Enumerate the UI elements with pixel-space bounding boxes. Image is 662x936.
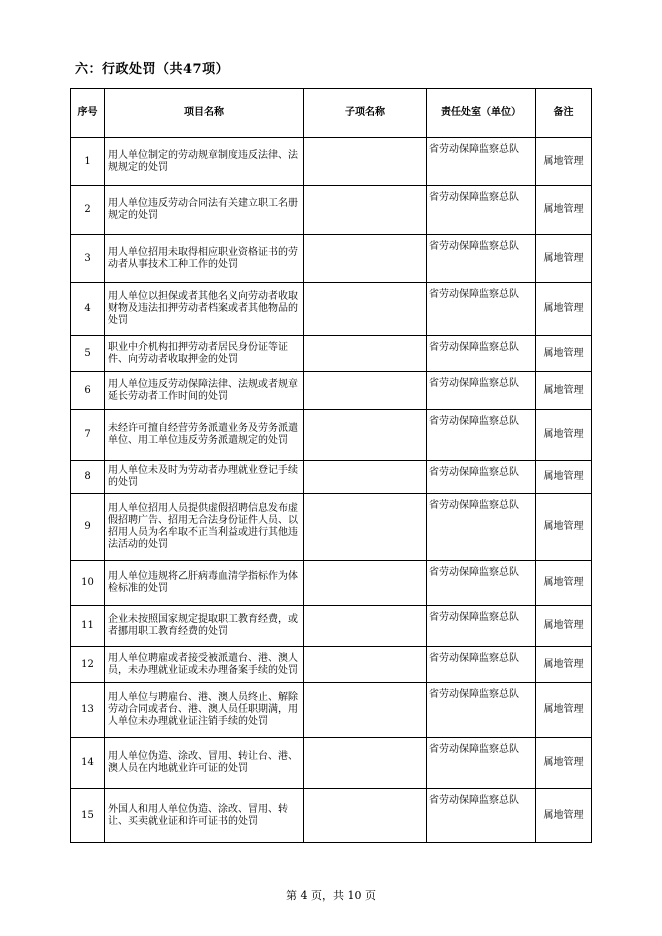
- row-note: 属地管理: [536, 494, 592, 561]
- row-sub: [304, 336, 427, 372]
- table-header-row: [71, 89, 592, 138]
- row-sub: [304, 606, 427, 647]
- row-name: 企业未按照国家规定提取职工教育经费，或者挪用职工教育经费的处罚: [105, 606, 304, 647]
- row-name: 用人单位以担保或者其他名义向劳动者收取财物及违法扣押劳动者档案或者其他物品的处罚: [105, 283, 304, 336]
- row-sub: [304, 738, 427, 789]
- row-dept: 省劳动保障监察总队: [427, 561, 536, 606]
- row-num: 3: [71, 235, 105, 283]
- row-num: 8: [71, 461, 105, 494]
- table-row: [71, 494, 592, 561]
- row-num: 6: [71, 372, 105, 410]
- row-note: 属地管理: [536, 461, 592, 494]
- row-note: 属地管理: [536, 606, 592, 647]
- header-dept: 责任处室（单位）: [427, 89, 536, 138]
- row-note: 属地管理: [536, 138, 592, 186]
- row-note: 属地管理: [536, 410, 592, 461]
- table-row: [71, 647, 592, 683]
- row-num: 11: [71, 606, 105, 647]
- row-dept: 省劳动保障监察总队: [427, 283, 536, 336]
- table-row: [71, 336, 592, 372]
- row-num: 12: [71, 647, 105, 683]
- row-dept: 省劳动保障监察总队: [427, 738, 536, 789]
- row-name: 用人单位制定的劳动规章制度违反法律、法规规定的处罚: [105, 138, 304, 186]
- row-name: 用人单位聘雇或者接受被派遣台、港、澳人员，未办理就业证或未办理备案手续的处罚: [105, 647, 304, 683]
- row-sub: [304, 410, 427, 461]
- row-dept: 省劳动保障监察总队: [427, 410, 536, 461]
- table-row: [71, 561, 592, 606]
- row-num: 2: [71, 186, 105, 235]
- row-note: 属地管理: [536, 283, 592, 336]
- row-dept: 省劳动保障监察总队: [427, 606, 536, 647]
- row-note: 属地管理: [536, 738, 592, 789]
- table-row: [71, 410, 592, 461]
- row-name: 用人单位违规将乙肝病毒血清学指标作为体检标准的处罚: [105, 561, 304, 606]
- row-name: 用人单位违反劳动保障法律、法规或者规章延长劳动者工作时间的处罚: [105, 372, 304, 410]
- row-sub: [304, 283, 427, 336]
- table-row: [71, 461, 592, 494]
- penalty-table: [70, 88, 592, 843]
- table-row: [71, 186, 592, 235]
- table-row: [71, 283, 592, 336]
- row-num: 4: [71, 283, 105, 336]
- row-name: 用人单位未及时为劳动者办理就业登记手续的处罚: [105, 461, 304, 494]
- row-sub: [304, 186, 427, 235]
- row-note: 属地管理: [536, 186, 592, 235]
- table-row: [71, 789, 592, 843]
- table-row: [71, 372, 592, 410]
- row-note: 属地管理: [536, 336, 592, 372]
- row-num: 15: [71, 789, 105, 843]
- header-num: 序号: [71, 89, 105, 138]
- row-num: 13: [71, 683, 105, 738]
- row-name: 未经许可擅自经营劳务派遣业务及劳务派遣单位、用工单位违反劳务派遣规定的处罚: [105, 410, 304, 461]
- row-note: 属地管理: [536, 235, 592, 283]
- row-dept: 省劳动保障监察总队: [427, 789, 536, 843]
- row-num: 1: [71, 138, 105, 186]
- row-sub: [304, 372, 427, 410]
- row-name: 职业中介机构扣押劳动者居民身份证等证件、向劳动者收取押金的处罚: [105, 336, 304, 372]
- row-num: 14: [71, 738, 105, 789]
- row-note: 属地管理: [536, 789, 592, 843]
- table-row: [71, 683, 592, 738]
- row-num: 7: [71, 410, 105, 461]
- row-name: 用人单位招用人员提供虚假招聘信息发布虚假招聘广告、招用无合法身份证件人员、以招用人员为名牟取不正当利益或进行其他违法活动的处罚: [105, 494, 304, 561]
- row-name: 用人单位伪造、涂改、冒用、转让台、港、澳人员在内地就业许可证的处罚: [105, 738, 304, 789]
- row-name: 用人单位违反劳动合同法有关建立职工名册规定的处罚: [105, 186, 304, 235]
- table-row: [71, 606, 592, 647]
- row-sub: [304, 138, 427, 186]
- row-sub: [304, 789, 427, 843]
- row-dept: 省劳动保障监察总队: [427, 461, 536, 494]
- row-note: 属地管理: [536, 372, 592, 410]
- row-num: 5: [71, 336, 105, 372]
- table-row: [71, 138, 592, 186]
- row-note: 属地管理: [536, 647, 592, 683]
- row-sub: [304, 461, 427, 494]
- row-dept: 省劳动保障监察总队: [427, 494, 536, 561]
- row-num: 9: [71, 494, 105, 561]
- row-num: 10: [71, 561, 105, 606]
- row-sub: [304, 494, 427, 561]
- row-sub: [304, 561, 427, 606]
- header-sub: 子项名称: [304, 89, 427, 138]
- row-dept: 省劳动保障监察总队: [427, 372, 536, 410]
- row-note: 属地管理: [536, 561, 592, 606]
- header-name: 项目名称: [105, 89, 304, 138]
- row-dept: 省劳动保障监察总队: [427, 138, 536, 186]
- row-sub: [304, 683, 427, 738]
- row-sub: [304, 647, 427, 683]
- row-dept: 省劳动保障监察总队: [427, 186, 536, 235]
- row-name: 用人单位与聘雇台、港、澳人员终止、解除劳动合同或者台、港、澳人员任职期满，用人单位未办理就业证注销手续的处罚: [105, 683, 304, 738]
- row-sub: [304, 235, 427, 283]
- row-dept: 省劳动保障监察总队: [427, 647, 536, 683]
- row-dept: 省劳动保障监察总队: [427, 336, 536, 372]
- header-note: 备注: [536, 89, 592, 138]
- table-row: [71, 235, 592, 283]
- page-title: 六：行政处罚（共47项）: [75, 62, 230, 77]
- row-note: 属地管理: [536, 683, 592, 738]
- row-dept: 省劳动保障监察总队: [427, 235, 536, 283]
- row-dept: 省劳动保障监察总队: [427, 683, 536, 738]
- row-name: 用人单位招用未取得相应职业资格证书的劳动者从事技术工种工作的处罚: [105, 235, 304, 283]
- row-name: 外国人和用人单位伪造、涂改、冒用、转让、买卖就业证和许可证书的处罚: [105, 789, 304, 843]
- table-row: [71, 738, 592, 789]
- page-footer: 第 4 页，共 10 页: [286, 889, 376, 902]
